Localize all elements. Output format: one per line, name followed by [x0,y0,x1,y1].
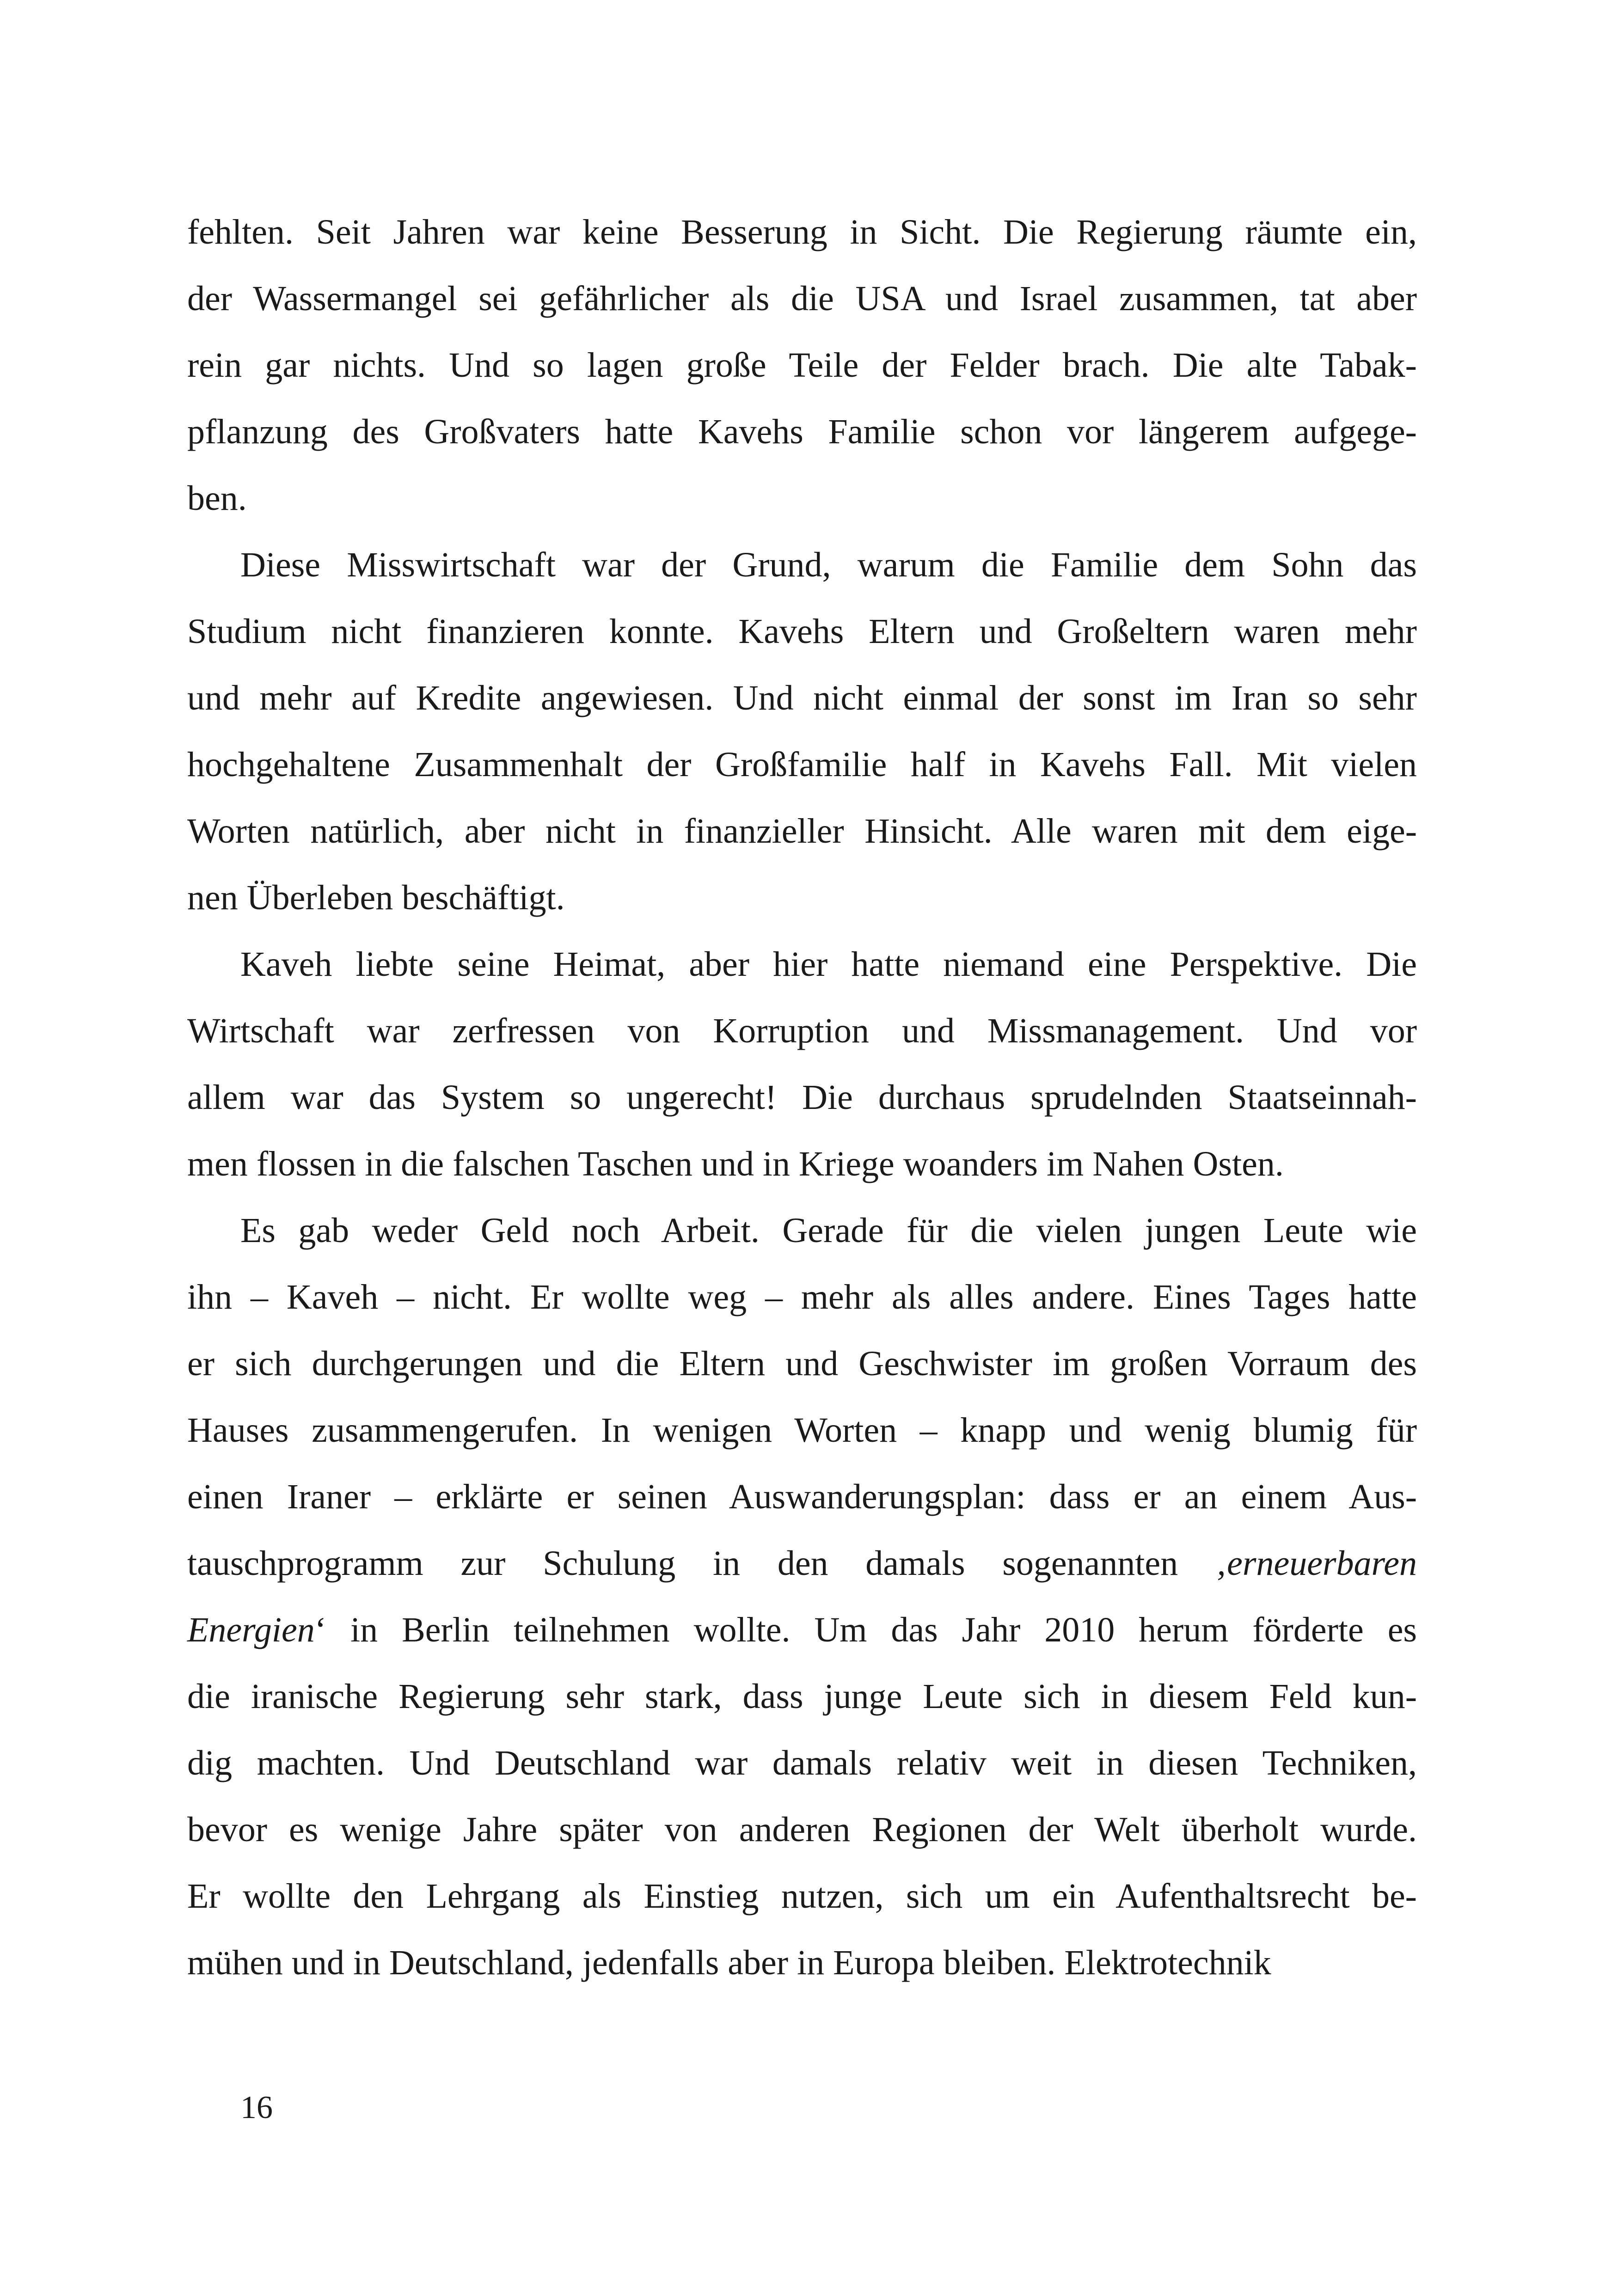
text-line: mühen und in Deutschland, jedenfalls aber in Europa bleiben. Elektrotechnik [187,1943,1271,1982]
text-line: Kaveh liebte seine Heimat, aber hier hatte niemand eine Perspektive. Die [240,945,1417,984]
text-line: und mehr auf Kredite angewiesen. Und nicht einmal der sonst im Iran so sehr [187,679,1417,717]
paragraph [187,1197,1417,1996]
text-line: die iranische Regierung sehr stark, dass junge Leute sich in diesem Feld kun- [187,1677,1417,1716]
text-line: einen Iraner – erklärte er seinen Auswanderungsplan: dass er an einem Aus- [187,1477,1417,1516]
paragraph [187,199,1417,532]
paragraph [187,532,1417,931]
text-line: Es gab weder Geld noch Arbeit. Gerade für die vielen jungen Leute wie [240,1211,1417,1250]
text-line [187,1597,1417,1663]
text-line: nen Überleben beschäftigt. [187,878,565,917]
text-line: allem war das System so ungerecht! Die durchaus sprudelnden Staatseinnah- [187,1078,1417,1117]
text-line: Wirtschaft war zerfressen von Korruption und Missmanagement. Und vor [187,1011,1417,1050]
text-segment: ‘ in Berlin teilnehmen wollte. Um das Jahr 2010 herum förderte es [314,1610,1417,1649]
body-text [187,199,1417,1996]
text-line: men flossen in die falschen Taschen und in Kriege woanders im Nahen Osten. [187,1145,1284,1183]
text-line: Diese Misswirtschaft war der Grund, warum die Familie dem Sohn das [240,545,1417,584]
text-line: Worten natürlich, aber nicht in finanzieller Hinsicht. Alle waren mit dem eige- [187,812,1417,851]
text-segment: tauschprogramm zur Schulung in den damals sogenannten [187,1544,1215,1583]
text-line: ben. [187,479,247,518]
text-line [187,1530,1417,1597]
text-line: bevor es wenige Jahre später von anderen Regionen der Welt überholt wurde. [187,1810,1417,1849]
text-line: pflanzung des Großvaters hatte Kavehs Familie schon vor längerem aufgege- [187,412,1417,451]
text-line: Er wollte den Lehrgang als Einstieg nutzen, sich um ein Aufenthaltsrecht be- [187,1877,1417,1916]
text-line: hochgehaltene Zusammenhalt der Großfamilie half in Kavehs Fall. Mit vielen [187,745,1417,784]
italic-text: ‚erneuerbaren [1215,1544,1417,1583]
text-line: dig machten. Und Deutschland war damals relativ weit in diesen Techniken, [187,1744,1417,1782]
text-line: der Wassermangel sei gefährlicher als die USA und Israel zusammen, tat aber [187,279,1417,318]
page-number: 16 [240,2090,273,2125]
text-line: er sich durchgerungen und die Eltern und Geschwister im großen Vorraum des [187,1344,1417,1383]
italic-text: Energien [187,1610,315,1649]
paragraph [187,931,1417,1197]
text-line: Hauses zusammengerufen. In wenigen Worten – knapp und wenig blumig für [187,1411,1417,1450]
text-line: ihn – Kaveh – nicht. Er wollte weg – mehr als alles andere. Eines Tages hatte [187,1278,1417,1316]
text-line: Studium nicht finanzieren konnte. Kavehs Eltern und Großeltern waren mehr [187,612,1417,651]
text-line: fehlten. Seit Jahren war keine Besserung in Sicht. Die Regierung räumte ein, [187,213,1417,251]
text-line: rein gar nichts. Und so lagen große Teile der Felder brach. Die alte Tabak- [187,346,1417,385]
